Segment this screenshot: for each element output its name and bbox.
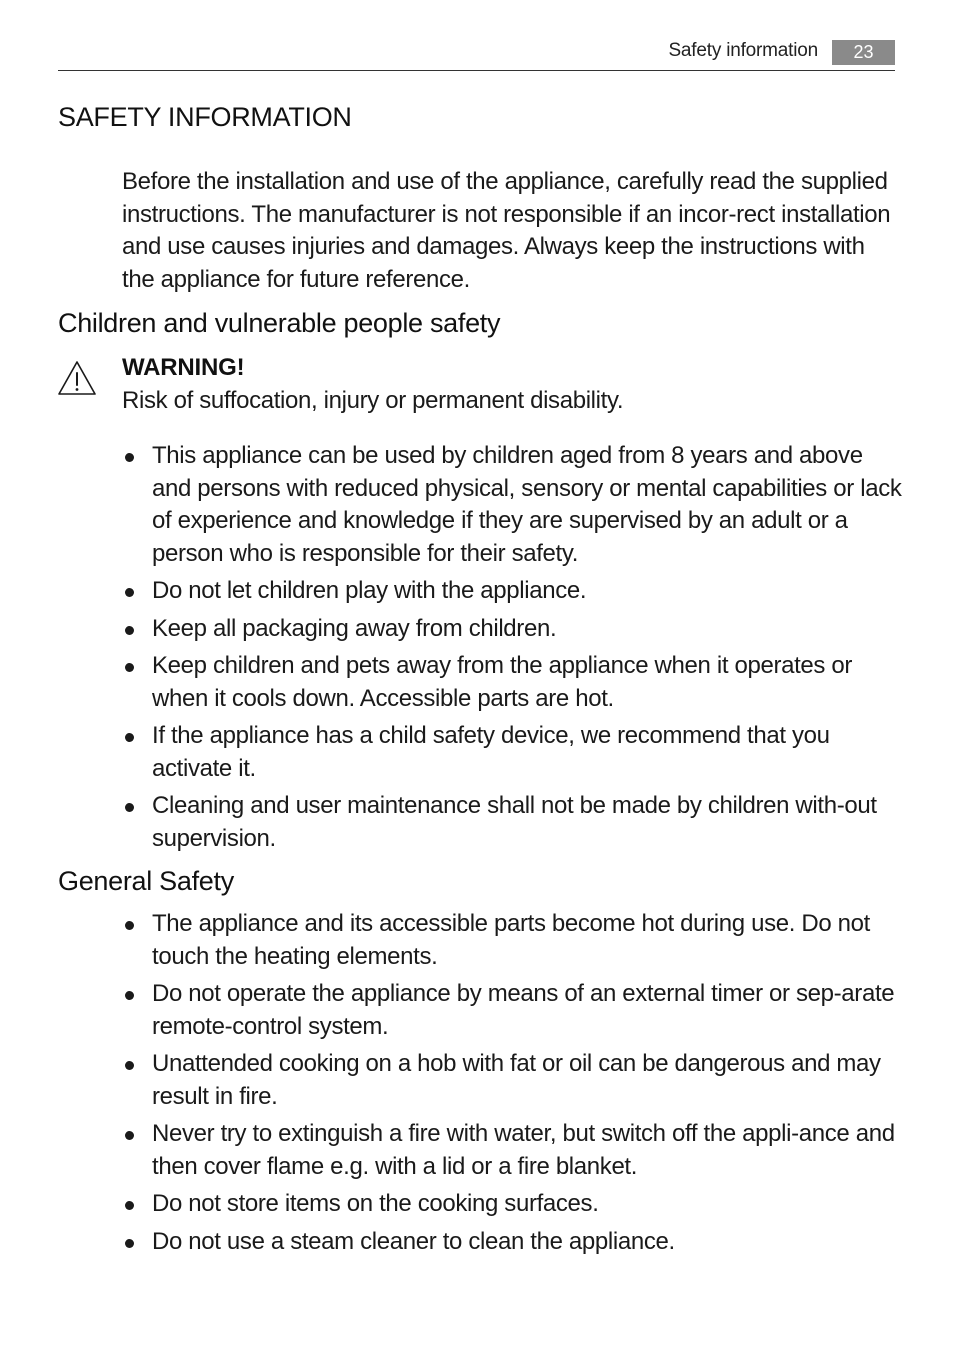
bullet-icon bbox=[125, 733, 134, 742]
list-item-text: Never try to extinguish a fire with water, but switch off the appli-ance and then cover flame e.g. with a lid or a fire blanket. bbox=[152, 1120, 895, 1180]
list-item bbox=[122, 650, 902, 715]
list-item bbox=[122, 1048, 902, 1113]
list-item bbox=[122, 575, 902, 608]
children-safety-heading: Children and vulnerable people safety bbox=[58, 308, 501, 338]
warning-title: WARNING! bbox=[122, 354, 245, 381]
bullet-icon bbox=[125, 663, 134, 672]
list-item-text: The appliance and its accessible parts become hot during use. Do not touch the heating elements. bbox=[152, 910, 870, 970]
list-item bbox=[122, 1118, 902, 1183]
list-item-text: If the appliance has a child safety device, we recommend that you activate it. bbox=[152, 722, 830, 782]
bullet-icon bbox=[125, 1239, 134, 1248]
list-item-text: Do not store items on the cooking surfaces. bbox=[152, 1190, 599, 1217]
header-section-title: Safety information bbox=[668, 40, 818, 61]
general-safety-list bbox=[122, 908, 902, 1263]
list-item-text: Keep children and pets away from the appliance when it operates or when it cools down. Accessible parts are hot. bbox=[152, 652, 853, 712]
list-item bbox=[122, 613, 902, 646]
list-item-text: Keep all packaging away from children. bbox=[152, 614, 557, 642]
list-item-text: Do not operate the appliance by means of an external timer or sep-arate remote-control system. bbox=[152, 980, 895, 1040]
list-item bbox=[122, 720, 902, 785]
list-item bbox=[122, 908, 902, 973]
page-header bbox=[58, 38, 895, 71]
children-safety-list bbox=[122, 440, 902, 860]
page-number: 23 bbox=[832, 40, 895, 65]
list-item bbox=[122, 1188, 902, 1221]
bullet-icon bbox=[125, 453, 134, 462]
list-item-text: Unattended cooking on a hob with fat or oil can be dangerous and may result in fire. bbox=[152, 1050, 881, 1110]
list-item-text: Do not let children play with the appliance. bbox=[152, 577, 587, 604]
bullet-icon bbox=[125, 1201, 134, 1210]
bullet-icon bbox=[125, 991, 134, 1000]
bullet-icon bbox=[125, 626, 134, 635]
bullet-icon bbox=[125, 803, 134, 812]
intro-paragraph: Before the installation and use of the appliance, carefully read the supplied instructions. The manufacturer is not responsible if an incor-rect installation and use causes injuries and damages. Always keep the instructions with the appliance for future reference. bbox=[122, 168, 891, 293]
warning-text: Risk of suffocation, injury or permanent disability. bbox=[122, 387, 624, 414]
bullet-icon bbox=[125, 1061, 134, 1070]
list-item bbox=[122, 440, 902, 570]
list-item bbox=[122, 790, 902, 855]
warning-triangle-icon bbox=[57, 360, 97, 396]
list-item-text: Do not use a steam cleaner to clean the appliance. bbox=[152, 1227, 675, 1255]
list-item bbox=[122, 978, 902, 1043]
page-title: SAFETY INFORMATION bbox=[58, 102, 352, 132]
bullet-icon bbox=[125, 588, 134, 597]
list-item bbox=[122, 1226, 902, 1259]
bullet-icon bbox=[125, 921, 134, 930]
list-item-text: This appliance can be used by children aged from 8 years and above and persons with reduced physical, sensory or mental capabilities or lack of experience and knowledge if they are supervised by an adult or a person who is responsible for their safety. bbox=[152, 442, 902, 567]
list-item-text: Cleaning and user maintenance shall not be made by children with-out supervision. bbox=[152, 792, 877, 852]
general-safety-heading: General Safety bbox=[58, 866, 234, 896]
bullet-icon bbox=[125, 1131, 134, 1140]
